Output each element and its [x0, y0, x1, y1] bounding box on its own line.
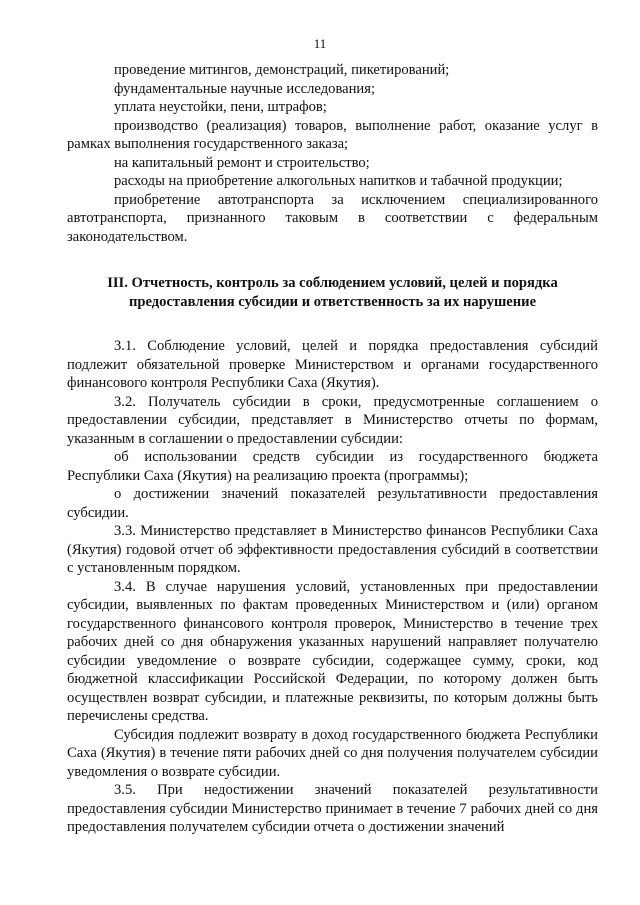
list-item: фундаментальные научные исследования; — [114, 80, 376, 97]
excluded-expenses-list — [67, 61, 598, 246]
paragraph-3-3: 3.3. Министерство представляет в Министерство финансов Республики Саха (Якутия) годовой отчет об эффективности предоставления субсидий в соответствии с установленным порядком. — [67, 523, 598, 576]
paragraph-3-5: 3.5. При недостижении значений показателей результативности предоставления субсидии Министерство принимает в течение 7 рабочих дней со дня предоставления получателем субсидии отчета о достижении значений — [67, 782, 598, 835]
paragraph-3-1: 3.1. Соблюдение условий, целей и порядка предоставления субсидий подлежит обязательной проверке Министерством и органами государственного финансового контроля Республики Саха (Якутия). — [67, 338, 598, 391]
paragraph-3-2: 3.2. Получатель субсидии в сроки, предусмотренные соглашением о предоставлении субсидии, представляет в Министерство отчеты по формам, указанным в соглашении о предоставлении субсидии: — [67, 393, 598, 447]
paragraph-subsidy-return: Субсидия подлежит возврату в доход государственного бюджета Республики Саха (Якутия) в течение пяти рабочих дней со дня получения получателем субсидии уведомления о возврате субсидии. — [67, 726, 598, 780]
section-heading-line: III. Отчетность, контроль за соблюдением условий, целей и порядка — [107, 275, 558, 291]
section-body — [67, 337, 598, 837]
paragraph-report-results: о достижении значений показателей результативности предоставления субсидии. — [67, 486, 598, 521]
paragraph-report-usage: об использовании средств субсидии из государственного бюджета Республики Саха (Якутия) на реализацию проекта (программы); — [67, 449, 598, 484]
document-body — [67, 61, 598, 837]
section-heading — [67, 274, 598, 311]
list-item: проведение митингов, демонстраций, пикетирований; — [114, 62, 450, 78]
list-item: на капитальный ремонт и строительство; — [114, 154, 370, 171]
list-item: приобретение автотранспорта за исключением специализированного автотранспорта, признанного таковым в соответствии с федеральным законодательством. — [67, 191, 598, 245]
list-item: уплата неустойки, пени, штрафов; — [114, 99, 327, 115]
paragraph-3-4: 3.4. В случае нарушения условий, установленных при предоставлении субсидии, выявленных по фактам проведенных Министерством и (или) органом государственного финансового контроля проверок, Министерство в течение трех рабочих дней со дня обнаружения указанных нарушений направляет получателю субсидии уведомление о возврате субсидии, содержащее сумму, сроки, код бюджетной классификации Российской Федерации, по которому должен быть осуществлен возврат субсидии, и платежные реквизиты, по которым должны быть перечислены средства. — [67, 578, 598, 724]
list-item: расходы на приобретение алкогольных напитков и табачной продукции; — [114, 173, 563, 189]
list-item: производство (реализация) товаров, выполнение работ, оказание услуг в рамках выполнения государственного заказа; — [67, 117, 598, 152]
page-number: 11 — [313, 36, 327, 51]
section-heading-line: предоставления субсидии и ответственность за их нарушение — [128, 293, 537, 310]
